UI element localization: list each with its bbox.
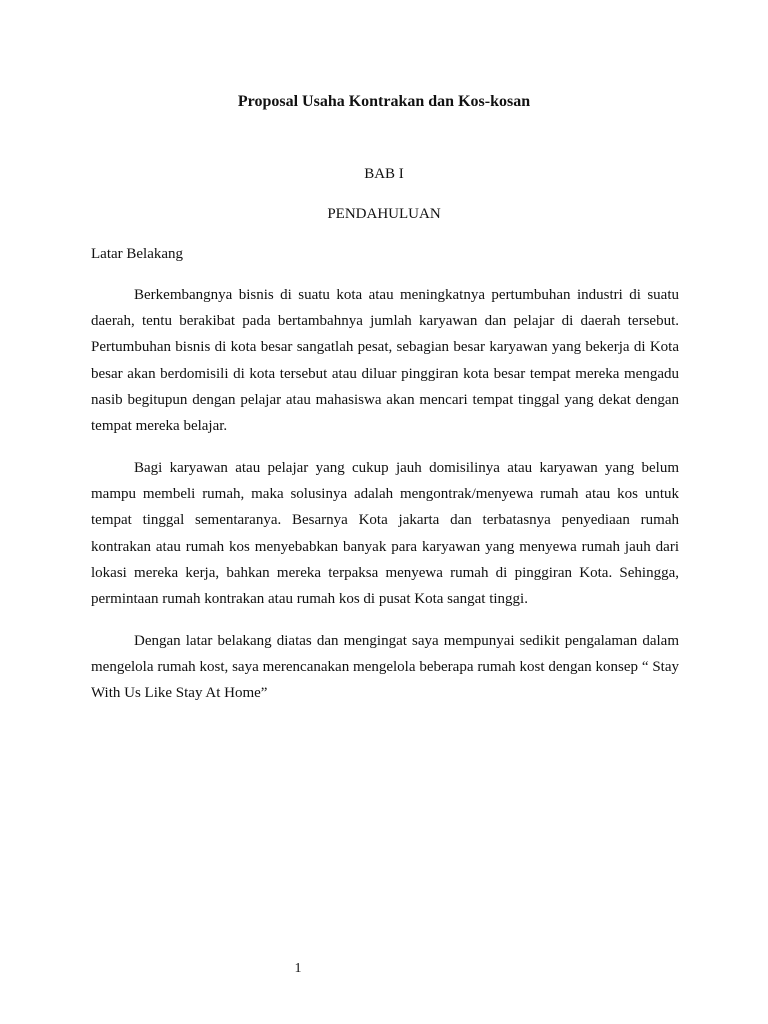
paragraph: Dengan latar belakang diatas dan mengingat saya mempunyai sedikit pengalaman dalam mengelola rumah kost, saya merencanakan mengelola beberapa rumah kost dengan konsep “ Stay With Us Like Stay At Home” [91,633,679,702]
chapter-title: PENDAHULUAN [327,206,441,222]
paragraph: Berkembangnya bisnis di suatu kota atau meningkatnya pertumbuhan industri di suatu daerah, tentu berakibat pada bertambahnya jumlah karyawan dan pelajar di daerah tersebut. Pertumbuhan bisnis di kota besar sangatlah pesat, sebagian besar karyawan yang bekerja di Kota besar akan berdomisili di kota tersebut atau diluar pinggiran kota besar tempat mereka mengadu nasib begitupun dengan pelajar atau mahasiswa akan mencari tempat tinggal yang dekat dengan tempat mereka belajar. [91,287,679,435]
section-heading: Latar Belakang [91,246,184,262]
paragraph: Bagi karyawan atau pelajar yang cukup jauh domisilinya atau karyawan yang belum mampu membeli rumah, maka solusinya adalah mengontrak/menyewa rumah atau kos untuk tempat tinggal sementaranya. Besarnya Kota jakarta dan terbatasnya penyediaan rumah kontrakan atau rumah kos menyebabkan banyak para karyawan yang menyewa rumah jauh dari lokasi mereka kerja, bahkan mereka terpaksa menyewa rumah di pinggiran Kota. Sehingga, permintaan rumah kontrakan atau rumah kos di pusat Kota sangat tinggi. [91,460,679,608]
chapter-number: BAB I [364,166,404,182]
document-title: Proposal Usaha Kontrakan dan Kos-kosan [237,93,531,110]
page-number: 1 [294,961,302,976]
